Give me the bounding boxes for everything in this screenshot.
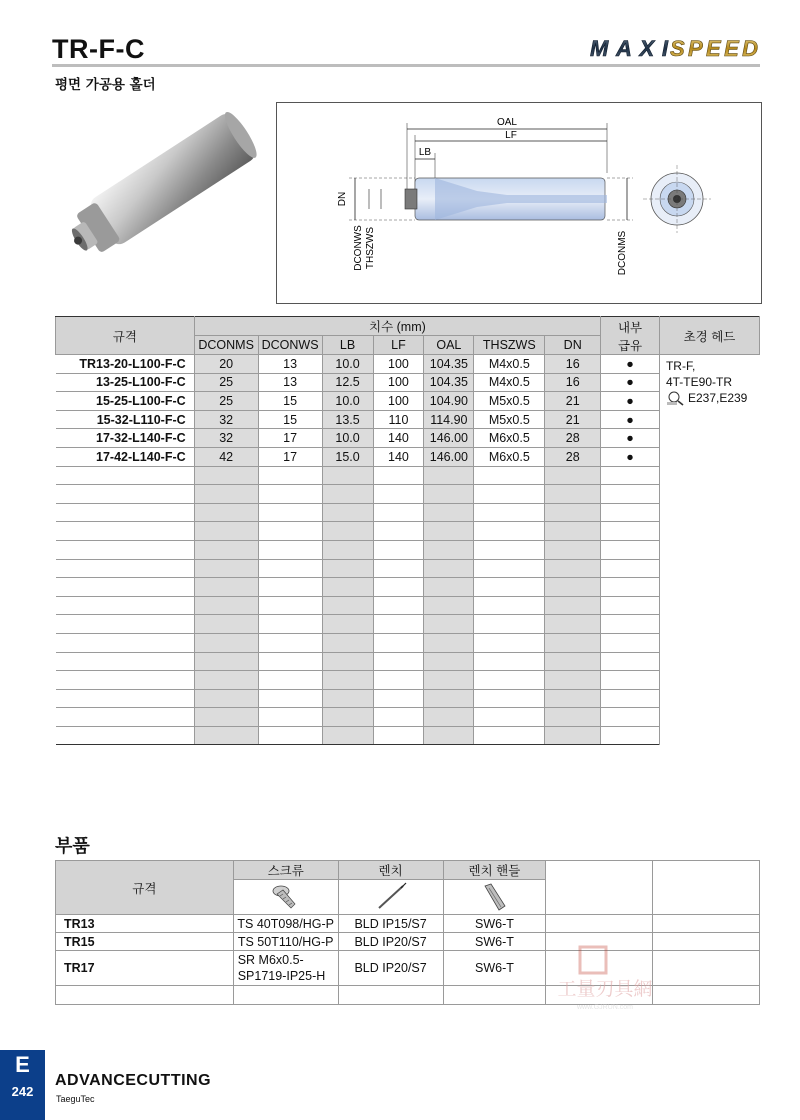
dconms-cell: 42 (194, 447, 258, 466)
oal-cell (424, 633, 474, 652)
coolant-cell (601, 466, 660, 485)
dconms-cell (194, 503, 258, 522)
label-dconws: DCONWS (353, 225, 364, 271)
svg-text:SPEED: SPEED (670, 36, 758, 61)
parts-header-wrench: 렌치 (338, 861, 443, 880)
dn-cell: 21 (545, 410, 601, 429)
dconws-cell (258, 596, 322, 615)
parts-wrench: BLD IP20/S7 (338, 951, 443, 986)
parts-handle: SW6-T (443, 933, 546, 951)
dconms-cell (194, 578, 258, 597)
dconms-cell: 25 (194, 373, 258, 392)
lf-cell: 100 (373, 355, 424, 374)
coolant-cell (601, 633, 660, 652)
table-row-empty (56, 708, 760, 727)
dn-cell (545, 503, 601, 522)
coolant-cell (601, 578, 660, 597)
dn-cell (545, 615, 601, 634)
dn-cell (545, 671, 601, 690)
spec-cell (56, 485, 195, 504)
spec-cell (56, 540, 195, 559)
coolant-cell (601, 596, 660, 615)
lf-cell (373, 540, 424, 559)
page-title: TR-F-C (52, 34, 145, 64)
spec-cell (56, 652, 195, 671)
dn-cell (545, 466, 601, 485)
spec-cell (56, 633, 195, 652)
lf-cell (373, 633, 424, 652)
dconws-cell (258, 466, 322, 485)
parts-handle: SW6-T (443, 915, 546, 933)
oal-cell (424, 689, 474, 708)
parts-header-spec: 규격 (56, 861, 234, 915)
parts-wrench: BLD IP20/S7 (338, 933, 443, 951)
col-oal: OAL (424, 336, 474, 355)
thszws-cell (474, 615, 545, 634)
table-row-empty (56, 522, 760, 541)
thszws-cell (474, 596, 545, 615)
oal-cell (424, 726, 474, 745)
spec-cell: 17-32-L140-F-C (56, 429, 195, 448)
head-note-ref[interactable] (666, 390, 760, 406)
dconms-cell: 25 (194, 392, 258, 411)
oal-cell (424, 708, 474, 727)
parts-handle: SW6-T (443, 951, 546, 986)
dconws-cell (258, 726, 322, 745)
lf-cell (373, 726, 424, 745)
handle-icon-cell (443, 880, 546, 915)
coolant-cell (601, 615, 660, 634)
spec-cell (56, 708, 195, 727)
dconms-cell (194, 559, 258, 578)
dconws-cell: 13 (258, 373, 322, 392)
coolant-cell (601, 485, 660, 504)
parts-spec: TR13 (56, 915, 234, 933)
thszws-cell (474, 503, 545, 522)
table-row-empty (56, 559, 760, 578)
parts-spec: TR17 (56, 951, 234, 986)
thszws-cell: M5x0.5 (474, 410, 545, 429)
thszws-cell (474, 671, 545, 690)
oal-cell (424, 540, 474, 559)
watermark-url: www.GJRUN.com (576, 1004, 634, 1011)
dconws-cell (258, 578, 322, 597)
spec-cell: 15-25-L100-F-C (56, 392, 195, 411)
oal-cell: 104.35 (424, 373, 474, 392)
thszws-cell (474, 708, 545, 727)
col-dconws: DCONWS (258, 336, 322, 355)
thszws-cell (474, 485, 545, 504)
lf-cell (373, 615, 424, 634)
lf-cell (373, 578, 424, 597)
spec-cell (56, 615, 195, 634)
oal-cell (424, 485, 474, 504)
dn-cell: 21 (545, 392, 601, 411)
spec-cell (56, 689, 195, 708)
dconws-cell (258, 652, 322, 671)
table-row-empty (56, 540, 760, 559)
dconms-cell (194, 726, 258, 745)
dconws-cell (258, 615, 322, 634)
dconws-cell (258, 503, 322, 522)
table-row-empty (56, 503, 760, 522)
spec-table (55, 316, 760, 745)
lb-cell (322, 689, 373, 708)
lb-cell: 10.0 (322, 355, 373, 374)
oal-cell (424, 466, 474, 485)
wrench-handle-icon (479, 882, 509, 912)
lf-cell (373, 485, 424, 504)
dconms-cell (194, 689, 258, 708)
table-row (56, 355, 760, 374)
coolant-cell (601, 708, 660, 727)
label-dconms: DCONMS (617, 230, 628, 276)
spec-cell (56, 466, 195, 485)
label-dn: DN (337, 191, 348, 207)
dconws-cell (258, 708, 322, 727)
thszws-cell (474, 652, 545, 671)
table-row (56, 392, 760, 411)
coolant-cell (601, 726, 660, 745)
dconws-cell (258, 559, 322, 578)
watermark-text: 工量刃具網 (557, 978, 653, 1000)
lb-cell (322, 726, 373, 745)
thszws-cell: M6x0.5 (474, 447, 545, 466)
spec-cell: 15-32-L110-F-C (56, 410, 195, 429)
dconws-cell: 15 (258, 410, 322, 429)
coolant-cell: ● (601, 429, 660, 448)
wrench-icon-cell (338, 880, 443, 915)
parts-title: 부품 (55, 836, 90, 857)
lf-cell (373, 522, 424, 541)
lb-cell (322, 652, 373, 671)
dn-cell: 16 (545, 355, 601, 374)
oal-cell (424, 578, 474, 597)
lf-cell (373, 671, 424, 690)
head-note-ref-text: E237,E239 (687, 391, 748, 405)
lf-cell (373, 652, 424, 671)
spec-cell (56, 559, 195, 578)
lb-cell (322, 522, 373, 541)
thszws-cell (474, 540, 545, 559)
lb-cell (322, 708, 373, 727)
label-oal: OAL (496, 117, 518, 128)
parts-empty (338, 986, 443, 1005)
dconms-cell (194, 466, 258, 485)
dconms-cell: 32 (194, 429, 258, 448)
dconms-cell (194, 671, 258, 690)
dn-cell (545, 633, 601, 652)
thszws-cell (474, 689, 545, 708)
col-thszws: THSZWS (474, 336, 545, 355)
parts-header-empty-2 (653, 861, 760, 915)
spec-cell: 17-42-L140-F-C (56, 447, 195, 466)
table-row-empty (56, 652, 760, 671)
lb-cell (322, 559, 373, 578)
dn-cell (545, 522, 601, 541)
parts-header-handle: 렌치 핸들 (443, 861, 546, 880)
dconws-cell: 17 (258, 447, 322, 466)
thszws-cell (474, 633, 545, 652)
table-row-empty (56, 689, 760, 708)
title-rule (52, 64, 760, 67)
spec-cell (56, 726, 195, 745)
wrench-icon (371, 882, 411, 912)
coolant-cell (601, 652, 660, 671)
table-row-empty (56, 596, 760, 615)
dconms-cell (194, 485, 258, 504)
table-row-empty (56, 615, 760, 634)
dconms-cell (194, 522, 258, 541)
lb-cell (322, 596, 373, 615)
holder-photo (55, 100, 265, 270)
head-note-line1: TR-F, (665, 359, 696, 373)
thszws-cell (474, 726, 545, 745)
lf-cell: 100 (373, 373, 424, 392)
lb-cell: 12.5 (322, 373, 373, 392)
thszws-cell: M4x0.5 (474, 355, 545, 374)
header-head: 초경 헤드 (659, 317, 759, 355)
oal-cell (424, 503, 474, 522)
parts-empty (56, 986, 234, 1005)
dn-cell: 28 (545, 429, 601, 448)
dconms-cell (194, 633, 258, 652)
section-letter: E (15, 1052, 30, 1077)
dconms-cell (194, 652, 258, 671)
lb-cell (322, 485, 373, 504)
oal-cell: 146.00 (424, 447, 474, 466)
spec-cell: TR13-20-L100-F-C (56, 355, 195, 374)
oal-cell: 104.90 (424, 392, 474, 411)
head-note-cell (659, 355, 759, 745)
spec-cell (56, 596, 195, 615)
oal-cell: 146.00 (424, 429, 474, 448)
col-lb: LB (322, 336, 373, 355)
thszws-cell (474, 559, 545, 578)
thszws-cell: M4x0.5 (474, 373, 545, 392)
coolant-cell: ● (601, 373, 660, 392)
screw-icon (271, 882, 301, 912)
parts-empty (443, 986, 546, 1005)
table-row (56, 429, 760, 448)
parts-empty (653, 915, 760, 933)
parts-header-screw: 스크류 (233, 861, 338, 880)
lb-cell (322, 540, 373, 559)
dconws-cell (258, 689, 322, 708)
coolant-cell: ● (601, 392, 660, 411)
technical-drawing (276, 102, 762, 304)
coolant-cell: ● (601, 355, 660, 374)
spec-cell (56, 522, 195, 541)
parts-spec: TR15 (56, 933, 234, 951)
lf-cell: 100 (373, 392, 424, 411)
dn-cell (545, 485, 601, 504)
dconms-cell: 32 (194, 410, 258, 429)
lb-cell (322, 615, 373, 634)
lb-cell: 10.0 (322, 429, 373, 448)
parts-screw: TS 40T098/HG-P (233, 915, 338, 933)
dn-cell (545, 726, 601, 745)
lb-cell: 13.5 (322, 410, 373, 429)
dconms-cell: 20 (194, 355, 258, 374)
lb-cell (322, 671, 373, 690)
dconws-cell: 15 (258, 392, 322, 411)
coolant-cell (601, 540, 660, 559)
parts-screw (233, 951, 338, 986)
oal-cell (424, 522, 474, 541)
spec-cell: 13-25-L100-F-C (56, 373, 195, 392)
dn-cell: 16 (545, 373, 601, 392)
lb-cell (322, 633, 373, 652)
table-row-empty (56, 485, 760, 504)
coolant-cell (601, 559, 660, 578)
table-row-empty (56, 633, 760, 652)
table-row-empty (56, 726, 760, 745)
table-row-empty (56, 578, 760, 597)
dconws-cell (258, 671, 322, 690)
lb-cell: 15.0 (322, 447, 373, 466)
head-note-line2: 4T-TE90-TR (665, 375, 732, 389)
lf-cell (373, 503, 424, 522)
lf-cell (373, 596, 424, 615)
coolant-cell (601, 503, 660, 522)
screw-icon-cell (233, 880, 338, 915)
coolant-cell (601, 671, 660, 690)
dconms-cell (194, 540, 258, 559)
header-coolant-line1: 내부 (617, 320, 643, 335)
table-row (56, 410, 760, 429)
parts-row (56, 915, 760, 933)
lb-cell (322, 578, 373, 597)
dconws-cell (258, 522, 322, 541)
dn-cell: 28 (545, 447, 601, 466)
thszws-cell (474, 466, 545, 485)
watermark-logo (535, 945, 675, 1015)
label-lf: LF (505, 130, 517, 141)
oal-cell (424, 671, 474, 690)
dconws-cell: 17 (258, 429, 322, 448)
oal-cell (424, 652, 474, 671)
lf-cell: 140 (373, 429, 424, 448)
oal-cell: 104.35 (424, 355, 474, 374)
table-row-empty (56, 671, 760, 690)
table-row-empty (56, 466, 760, 485)
lb-cell (322, 503, 373, 522)
lf-cell (373, 689, 424, 708)
col-lf: LF (373, 336, 424, 355)
spec-cell (56, 671, 195, 690)
dn-cell (545, 689, 601, 708)
parts-screw-line2: SP1719-IP25-H (237, 969, 326, 983)
parts-screw: TS 50T110/HG-P (233, 933, 338, 951)
dn-cell (545, 559, 601, 578)
page-number: 242 (11, 1084, 34, 1099)
thszws-cell: M6x0.5 (474, 429, 545, 448)
dconws-cell (258, 485, 322, 504)
label-thszws: THSZWS (365, 226, 376, 270)
spec-cell (56, 503, 195, 522)
dconws-cell: 13 (258, 355, 322, 374)
dconws-cell (258, 633, 322, 652)
dconms-cell (194, 615, 258, 634)
dn-cell (545, 652, 601, 671)
svg-text:MAXI: MAXI (590, 36, 668, 61)
dconms-cell (194, 708, 258, 727)
dn-cell (545, 540, 601, 559)
lb-cell: 10.0 (322, 392, 373, 411)
thszws-cell: M5x0.5 (474, 392, 545, 411)
parts-screw-line1: SR M6x0.5- (237, 953, 304, 967)
lf-cell: 110 (373, 410, 424, 429)
maxispeed-logo (586, 32, 762, 64)
parts-wrench: BLD IP15/S7 (338, 915, 443, 933)
page-subtitle: 평면 가공용 홀더 (55, 77, 156, 93)
coolant-cell (601, 522, 660, 541)
header-coolant (601, 317, 660, 355)
lb-cell (322, 466, 373, 485)
header-spec: 규격 (56, 317, 195, 355)
parts-empty (233, 986, 338, 1005)
table-row (56, 447, 760, 466)
oal-cell (424, 559, 474, 578)
dn-cell (545, 596, 601, 615)
lf-cell: 140 (373, 447, 424, 466)
lf-cell (373, 708, 424, 727)
lf-cell (373, 466, 424, 485)
oal-cell (424, 596, 474, 615)
dconws-cell (258, 540, 322, 559)
header-coolant-line2: 급유 (617, 338, 643, 353)
thszws-cell (474, 578, 545, 597)
parts-empty (546, 915, 653, 933)
col-dn: DN (545, 336, 601, 355)
parts-header-empty-1 (546, 861, 653, 915)
advance-cutting-logo: ADVANCECUTTING (55, 1072, 212, 1089)
oal-cell: 114.90 (424, 410, 474, 429)
coolant-cell (601, 689, 660, 708)
coolant-cell: ● (601, 410, 660, 429)
dn-cell (545, 708, 601, 727)
header-dims: 치수 (mm) (194, 317, 600, 336)
thszws-cell (474, 522, 545, 541)
dn-cell (545, 578, 601, 597)
company-name: TaeguTec (56, 1094, 95, 1104)
magnifier-icon (666, 390, 686, 406)
table-row (56, 373, 760, 392)
lf-cell (373, 559, 424, 578)
label-lb: LB (418, 147, 432, 158)
oal-cell (424, 615, 474, 634)
col-dconms: DCONMS (194, 336, 258, 355)
coolant-cell: ● (601, 447, 660, 466)
dconms-cell (194, 596, 258, 615)
spec-cell (56, 578, 195, 597)
